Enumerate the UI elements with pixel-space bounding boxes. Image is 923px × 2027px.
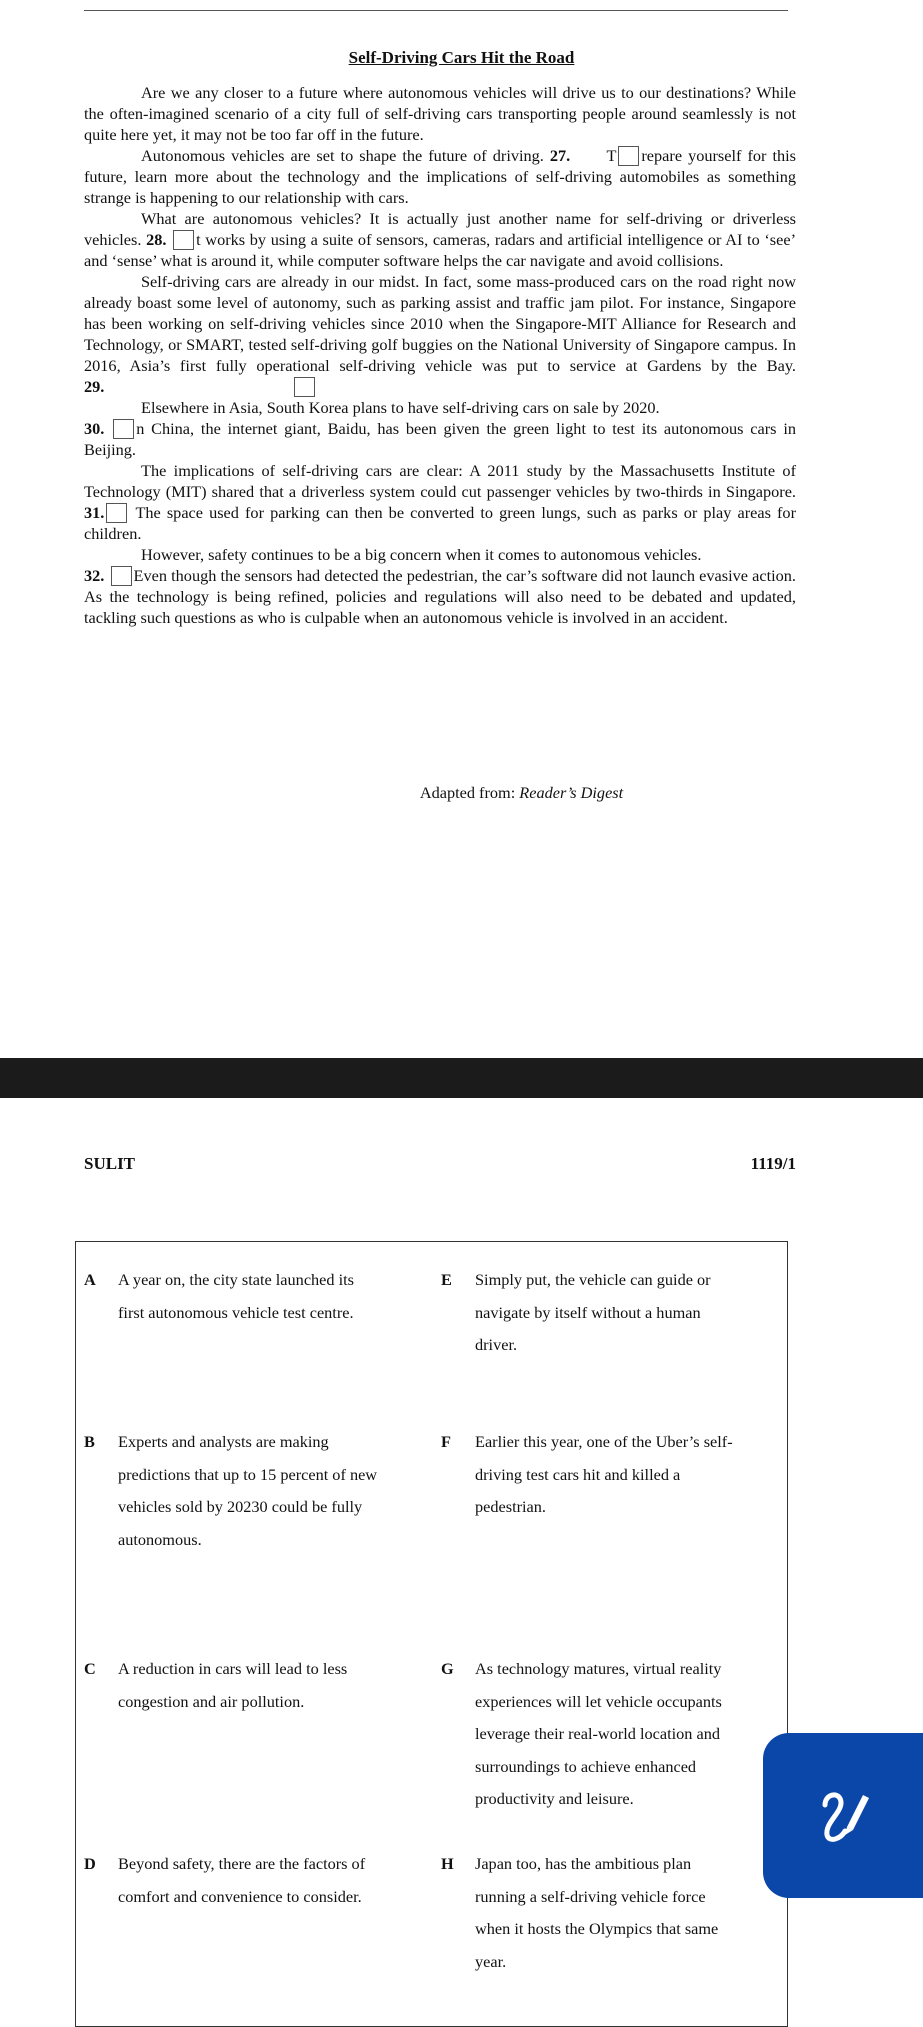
paragraph-7 bbox=[84, 460, 796, 544]
option-line: autonomous. bbox=[118, 1529, 202, 1549]
paragraph-8 bbox=[84, 544, 796, 565]
option-line: Simply put, the vehicle can guide or bbox=[475, 1270, 711, 1289]
answer-box-27[interactable] bbox=[618, 146, 639, 166]
option-line: Experts and analysts are making bbox=[118, 1432, 329, 1451]
option-line: comfort and convenience to consider. bbox=[118, 1886, 362, 1906]
option-line: A year on, the city state launched its bbox=[118, 1270, 355, 1289]
paragraph-6 bbox=[84, 418, 796, 460]
option-line: driver. bbox=[475, 1335, 518, 1354]
option-text bbox=[118, 1264, 354, 1329]
question-number-30: 30. bbox=[84, 419, 105, 438]
question-number-32: 32. bbox=[84, 566, 105, 585]
paragraph-2 bbox=[84, 145, 796, 208]
option-letter: B bbox=[84, 1432, 95, 1451]
option-line: driving test cars hit and killed a bbox=[475, 1464, 681, 1484]
option-line: Earlier this year, one of the Uber’s self- bbox=[475, 1432, 733, 1451]
header-sulit: SULIT bbox=[84, 1154, 136, 1173]
option-letter: E bbox=[441, 1270, 452, 1289]
paragraph-text: Even though the sensors had detected the pedestrian, the car’s software did not launch evasive action. As the technology is being refined, policies and regulations will also need to be debated and updated, tackling such questions as who is culpable when an autonomous vehicle is involved in an accident. bbox=[84, 566, 796, 627]
option-letter: H bbox=[441, 1854, 454, 1873]
option-letter: C bbox=[84, 1659, 96, 1678]
option-text bbox=[475, 1653, 722, 1816]
option-line: pedestrian. bbox=[475, 1497, 546, 1516]
option-text bbox=[118, 1653, 347, 1718]
paragraph-text: Are we any closer to a future where autonomous vehicles will drive us to our destinations? While the often-imagined scenario of a city full of self-driving cars transporting people around seamlessly is not quite here yet, it may not be too far off in the future. bbox=[84, 83, 796, 144]
source-name: Reader’s Digest bbox=[519, 783, 624, 802]
source-prefix: Adapted from: bbox=[419, 783, 520, 802]
paragraph-text: The space used for parking can then be converted to green lungs, such as parks or play areas for children. bbox=[84, 503, 796, 543]
paragraph-4 bbox=[84, 271, 796, 397]
option-line: navigate by itself without a human bbox=[475, 1302, 701, 1322]
question-number-27: 27. bbox=[549, 146, 571, 165]
page-divider bbox=[0, 1058, 923, 1098]
option-letter: G bbox=[441, 1659, 454, 1678]
option-text bbox=[118, 1848, 365, 1913]
option-text bbox=[475, 1848, 718, 1978]
option-line: experiences will let vehicle occupants bbox=[475, 1691, 722, 1711]
paragraph-text: The implications of self-driving cars are clear: A 2011 study by the Massachusetts Institute of Technology (MIT) shared that a driverless system could cut passenger vehicles by two-thirds in Singapore. bbox=[84, 461, 796, 501]
header-code: 1119/1 bbox=[750, 1154, 796, 1173]
paragraph-1 bbox=[84, 82, 796, 145]
option-line: running a self-driving vehicle force bbox=[475, 1886, 706, 1906]
options-box bbox=[75, 1241, 788, 2027]
option-line: first autonomous vehicle test centre. bbox=[118, 1302, 354, 1322]
option-line: vehicles sold by 20230 could be fully bbox=[118, 1497, 363, 1516]
paragraph-text: T bbox=[606, 146, 617, 165]
option-text bbox=[475, 1426, 733, 1524]
option-line: leverage their real-world location and bbox=[475, 1724, 721, 1743]
paragraph-3 bbox=[84, 208, 796, 271]
option-line: Beyond safety, there are the factors of bbox=[118, 1854, 366, 1873]
option-line: year. bbox=[475, 1951, 507, 1971]
answer-box-28[interactable] bbox=[173, 230, 194, 250]
paragraph-text: However, safety continues to be a big concern when it comes to autonomous vehicles. bbox=[141, 545, 702, 564]
option-line: A reduction in cars will lead to less bbox=[118, 1659, 348, 1678]
top-rule bbox=[84, 10, 788, 11]
article-title: Self-Driving Cars Hit the Road bbox=[348, 48, 575, 67]
question-number-28: 28. bbox=[146, 230, 167, 249]
paragraph-text: Elsewhere in Asia, South Korea plans to have self-driving cars on sale by 2020. bbox=[141, 398, 660, 417]
paragraph-text: t works by using a suite of sensors, cameras, radars and artificial intelligence or AI to ‘see’ and ‘sense’ what is around it, while computer software helps the car navigate and avoid collisions. bbox=[84, 230, 796, 270]
option-letter: D bbox=[84, 1854, 96, 1873]
answer-box-32[interactable] bbox=[111, 566, 132, 586]
option-letter: A bbox=[84, 1270, 96, 1289]
answer-box-30[interactable] bbox=[113, 419, 134, 439]
answer-box-31[interactable] bbox=[106, 503, 127, 523]
paragraph-5 bbox=[84, 397, 796, 418]
paragraph-text: n China, the internet giant, Baidu, has been given the green light to test its autonomous cars in Beijing. bbox=[84, 419, 796, 459]
option-line: when it hosts the Olympics that same bbox=[475, 1919, 719, 1938]
option-line: surroundings to achieve enhanced bbox=[475, 1756, 697, 1776]
option-text bbox=[475, 1264, 711, 1362]
option-line: predictions that up to 15 percent of new bbox=[118, 1464, 378, 1484]
paragraph-9 bbox=[84, 565, 796, 628]
paragraph-text: Autonomous vehicles are set to shape the future of driving. bbox=[141, 146, 544, 165]
article-body bbox=[84, 82, 796, 628]
paragraph-text: repare yourself for this future, learn more about the technology and the implications of self-driving automobiles as something strange is happening to our relationship with cars. bbox=[84, 146, 797, 207]
question-number-29: 29. bbox=[84, 377, 105, 396]
paragraph-text: Self-driving cars are already in our midst. In fact, some mass-produced cars on the road right now already boast some level of autonomy, such as parking assist and traffic jam pilot. For instance, Singapore has been working on self-driving vehicles since 2010 when the Singapore-MIT Alliance for Research and Technology, or SMART, tested self-driving golf buggies on the National University of Singapore campus. In 2016, Asia’s first fully operational self-driving vehicle was put to service at Gardens by the Bay. bbox=[84, 272, 796, 375]
option-line: Japan too, has the ambitious plan bbox=[475, 1854, 692, 1873]
source-credit bbox=[0, 783, 923, 803]
edit-pen-icon bbox=[811, 1783, 875, 1847]
option-line: productivity and leisure. bbox=[475, 1789, 634, 1808]
option-letter: F bbox=[441, 1432, 451, 1451]
option-line: As technology matures, virtual reality bbox=[475, 1659, 722, 1678]
question-number-31: 31. bbox=[84, 503, 105, 522]
answer-box-29[interactable] bbox=[294, 377, 315, 397]
edit-fab-button[interactable] bbox=[763, 1733, 923, 1898]
paragraph-text: What are autonomous vehicles? It is actually just another name for self-driving or driverless vehicles. bbox=[84, 209, 796, 249]
option-line: congestion and air pollution. bbox=[118, 1691, 305, 1711]
option-text bbox=[118, 1426, 377, 1556]
